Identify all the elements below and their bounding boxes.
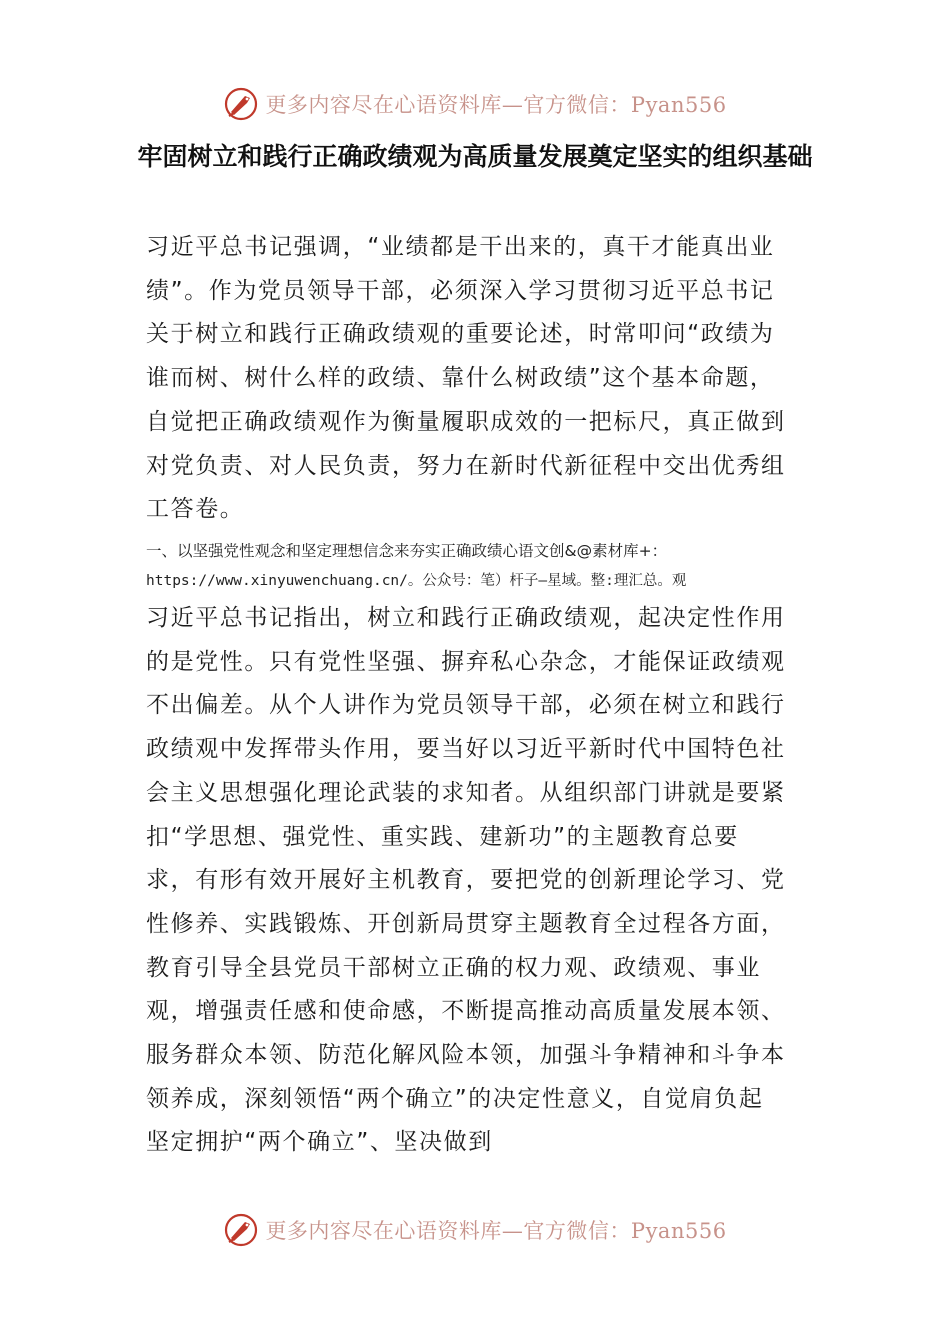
paragraph-intro: 习近平总书记强调，“业绩都是干出来的，真干才能真出业绩”。作为党员领导干部，必须深入学习贯彻习近平总书记关于树立和践行正确政绩观的重要论述，时常叩问“政绩为谁而树、树什么样的政绩、靠什么树政绩”这个基本命题，自觉把正确政绩观作为衡量履职成效的一把标尺，真正做到对党负责、对人民负责，努力在新时代新征程中交出优秀组工答卷。 xyxy=(146,234,786,523)
pen-nib-logo-icon xyxy=(223,1212,259,1248)
section-heading-line-2: https://www.xinyuwenchuang.cn/。公众号：笔）杆子—星域。整:理汇总。观 xyxy=(146,573,687,589)
banner-text: 更多内容尽在心语资料库—官方微信：Pyan556 xyxy=(265,93,727,117)
footer-banner xyxy=(0,1208,950,1252)
section-heading-line-1: 一、以坚强党性观念和坚定理想信念来夯实正确政绩心语文创&@素材库+： xyxy=(146,542,668,560)
document-title: 牢固树立和践行正确政绩观为高质量发展奠定坚实的组织基础 xyxy=(137,142,813,171)
banner-text: 更多内容尽在心语资料库—官方微信：Pyan556 xyxy=(265,1219,727,1243)
header-banner xyxy=(0,82,950,126)
pen-nib-logo-icon xyxy=(223,86,259,122)
paragraph-section-1: 习近平总书记指出，树立和践行正确政绩观，起决定性作用的是党性。只有党性坚强、摒弃私心杂念，才能保证政绩观不出偏差。从个人讲作为党员领导干部，必须在树立和践行政绩观中发挥带头作用，要当好以习近平新时代中国特色社会主义思想强化理论武装的求知者。从组织部门讲就是要紧扣“学思想、强党性、重实践、建新功”的主题教育总要求，有形有效开展好主机教育，要把党的创新理论学习、党性修养、实践锻炼、开创新局贯穿主题教育全过程各方面，教育引导全县党员干部树立正确的权力观、政绩观、事业观，增强责任感和使命感，不断提高推动高质量发展本领、服务群众本领、防范化解风险本领，加强斗争精神和斗争本领养成，深刻领悟“两个确立”的决定性意义，自觉肩负起坚定拥护“两个确立”、坚决做到 xyxy=(146,605,786,1156)
